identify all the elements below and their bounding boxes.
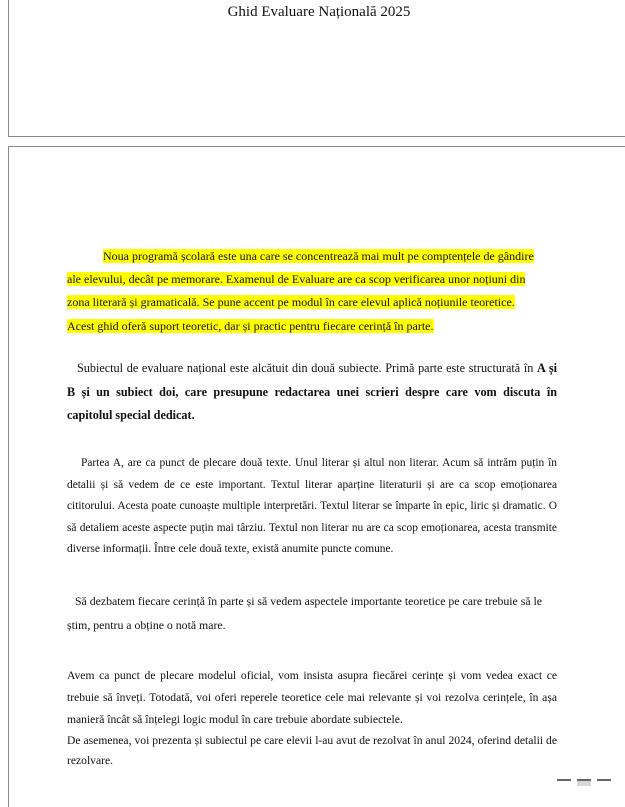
debate-paragraph: [67, 589, 557, 637]
structure-normal-text: Subiectul de evaluare național este alcătuit din două subiecte. Primă parte este structurată în: [77, 361, 538, 375]
page-separator: [0, 137, 625, 146]
document-page[interactable]: [8, 146, 625, 807]
read-mode-view-icon[interactable]: [597, 779, 611, 786]
highlighted-line: ale elevului, decât pe memorare. Examenul de Evaluare are ca scop verificarea unor noțiuni din: [67, 272, 526, 287]
official-model-text: Avem ca punct de plecare modelul oficial, vom insista asupra fiecărei cerințe și vom vedea exact ce trebuie să înveți. Totodată, voi oferi reperele teoretice cele mai relevante și voi rezolva cerințele, în așa manieră încât să înțelegi logic modul în care trebuie abordate subiectele.: [67, 669, 557, 726]
highlighted-line: Acest ghid oferă suport teoretic, dar și practic pentru fiecare cerință în parte.: [67, 318, 434, 333]
intro-paragraph: [67, 245, 557, 338]
highlighted-line: Noua programă școlară este una care se concentrează mai mult pe comptențele de gândire: [103, 249, 534, 263]
page-header-area: [8, 0, 625, 137]
part-a-text: Partea A, are ca punct de plecare două texte. Unul literar și altul non literar. Acum să intrăm puțin în detalii și să vedem de ce este important. Textul literar aparține literaturii și are ca scop emoționarea cititorului. Acesta poate cunoaște multiple interpretări. Textul literar se împarte în epic, liric și dramatic. O să detaliem aceste aspecte puțin mai târziu. Textul non literar nu are ca scop emoționarea, acesta transmite diverse informații. Între cele două texte, există anumite puncte comune.: [67, 457, 557, 556]
structure-bold-text: A și B și un subiect doi, care presupune redactarea unei scrieri despre care vom discuta în capitolul special dedicat.: [67, 361, 557, 423]
print-layout-view-icon[interactable]: [557, 779, 571, 786]
view-mode-buttons: [557, 779, 611, 784]
official-model-paragraph: [67, 665, 557, 771]
debate-text: Să dezbatem fiecare cerință în parte și să vedem aspectele importante teoretice pe care trebuie să le știm, pentru a obține o notă mare.: [67, 594, 543, 632]
part-a-paragraph: [67, 453, 557, 561]
page-header-title: Ghid Evaluare Națională 2025: [227, 4, 411, 20]
highlighted-line: zona literară și gramaticală. Se pune accent pe modul în care elevul aplică noțiunile teoretice.: [67, 295, 515, 310]
previous-year-text: De asemenea, voi prezenta și subiectul pe care elevii l-au avut de rezolvat în anul 2024, oferind detalii de rezolvare.: [67, 734, 557, 767]
structure-paragraph: [67, 357, 557, 428]
web-layout-view-icon[interactable]: [577, 779, 591, 786]
